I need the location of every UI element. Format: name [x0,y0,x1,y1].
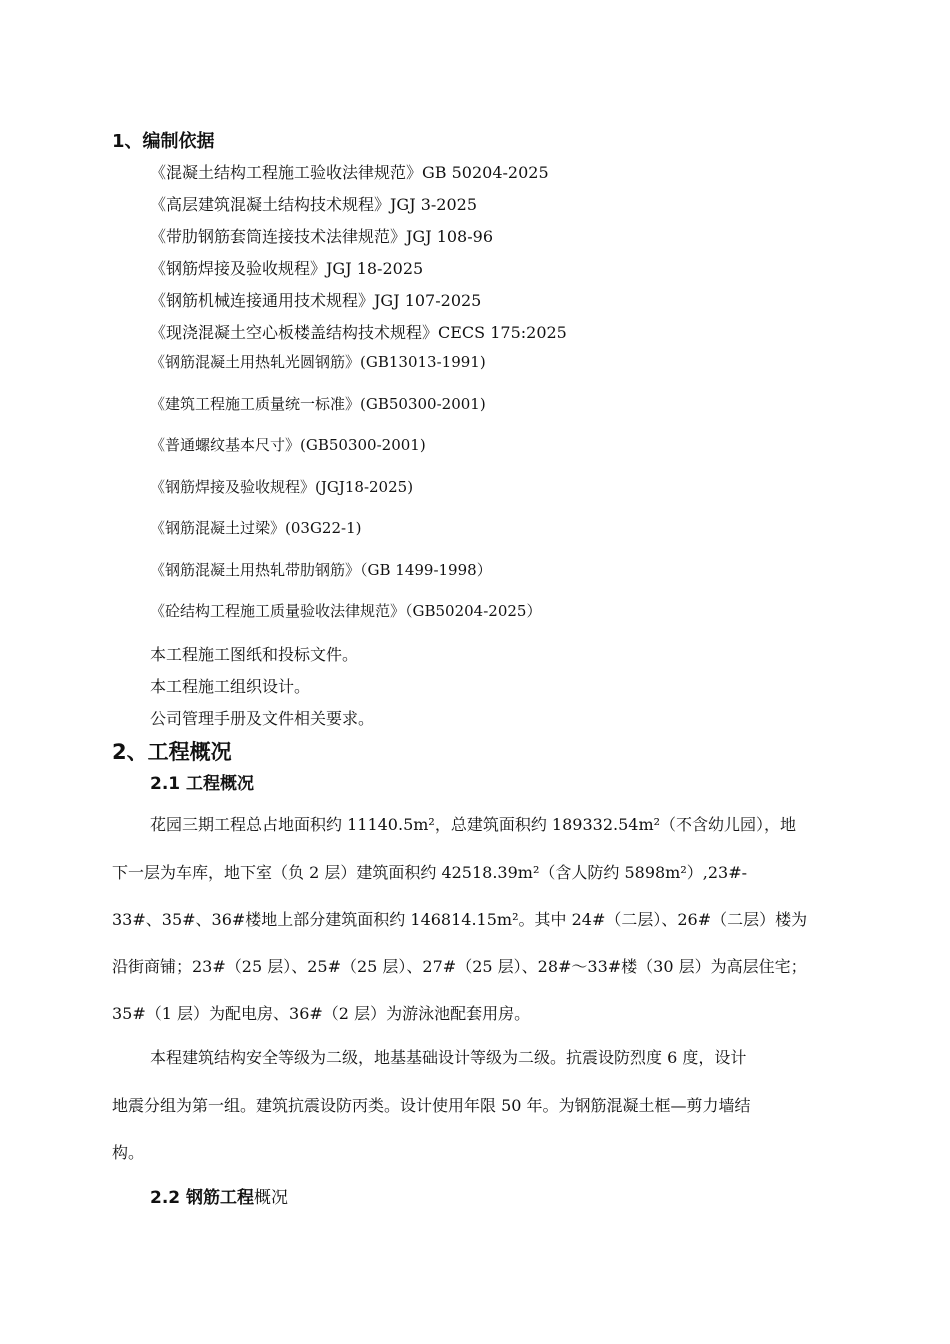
reference-item: 《建筑工程施工质量统一标准》(GB50300-2001) [150,395,486,413]
reference-item: 《砼结构工程施工质量验收法律规范》（GB50204-2025） [150,602,542,620]
subsection-2-2-heading-bold: 2.2 钢筋工程 [150,1188,255,1208]
reference-item: 《带肋钢筋套筒连接技术法律规范》JGJ 108-96 [150,227,494,246]
reference-item: 《普通螺纹基本尺寸》(GB50300-2001) [150,436,426,454]
reference-item: 《钢筋焊接及验收规程》(JGJ18-2025) [150,478,414,496]
paragraph-line: 33#、35#、36#楼地上部分建筑面积约 146814.15m²。其中 24#（二层）、26#（二层）楼为 [112,910,808,929]
reference-item: 《现浇混凝土空心板楼盖结构技术规程》CECS 175:2025 [150,323,567,342]
basis-note: 本工程施工组织设计。 [150,677,311,696]
paragraph-line: 花园三期工程总占地面积约 11140.5m²，总建筑面积约 189332.54m²（不含幼儿园），地 [150,815,797,834]
paragraph-line: 下一层为车库，地下室（负 2 层）建筑面积约 42518.39m²（含人防约 5898m²）,23#- [112,863,748,882]
paragraph-line: 本程建筑结构安全等级为二级，地基基础设计等级为二级。抗震设防烈度 6 度，设计 [150,1048,747,1067]
reference-item: 《钢筋混凝土用热轧带肋钢筋》（GB 1499-1998） [150,561,492,579]
paragraph-line: 35#（1 层）为配电房、36#（2 层）为游泳池配套用房。 [112,1004,531,1023]
subsection-2-1-heading: 2.1 工程概况 [150,774,255,794]
reference-item: 《钢筋机械连接通用技术规程》JGJ 107-2025 [150,291,482,310]
reference-item: 《钢筋焊接及验收规程》JGJ 18-2025 [150,259,424,278]
section-1-heading: 1、编制依据 [112,131,215,152]
basis-note: 本工程施工图纸和投标文件。 [150,645,359,664]
paragraph-line: 地震分组为第一组。建筑抗震设防丙类。设计使用年限 50 年。为钢筋混凝土框—剪力墙结 [112,1096,751,1115]
paragraph-line: 沿街商铺；23#（25 层）、25#（25 层）、27#（25 层）、28#～33#楼（30 层）为高层住宅； [112,957,807,976]
reference-item: 《钢筋混凝土用热轧光圆钢筋》(GB13013-1991) [150,353,486,371]
reference-item: 《高层建筑混凝土结构技术规程》JGJ 3-2025 [150,195,478,214]
subsection-2-2-heading-light: 概况 [254,1188,289,1208]
paragraph-line: 构。 [112,1143,145,1162]
basis-note: 公司管理手册及文件相关要求。 [150,709,375,728]
reference-item: 《混凝土结构工程施工验收法律规范》GB 50204-2025 [150,163,549,182]
reference-item: 《钢筋混凝土过梁》(03G22-1) [150,519,362,537]
subsection-2-2-heading [150,1183,288,1208]
section-2-heading: 2、工程概况 [112,740,232,764]
